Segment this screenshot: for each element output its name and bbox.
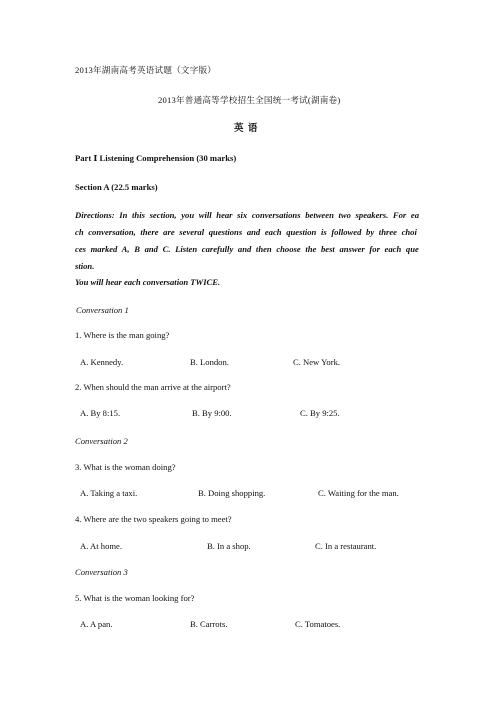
exam-title: 2013年普通高等学校招生全国统一考试(湖南卷) bbox=[158, 95, 341, 105]
document-title: 2013年湖南高考英语试题（文字版） bbox=[75, 65, 217, 75]
option-b[interactable]: B. Doing shopping. bbox=[198, 488, 266, 498]
question-text: 3. What is the woman doing? bbox=[75, 462, 176, 472]
option-b[interactable]: B. By 9:00. bbox=[192, 408, 232, 418]
option-c[interactable]: C. In a restaurant. bbox=[315, 541, 377, 551]
subject-title: 英 语 bbox=[234, 124, 259, 134]
option-a[interactable]: A. A pan. bbox=[80, 619, 113, 629]
question-text: 4. Where are the two speakers going to meet? bbox=[75, 514, 232, 524]
listen-twice-note: You will hear each conversation TWICE. bbox=[75, 277, 221, 287]
directions-line: ces marked A, B and C. Listen carefully and then choose the best answer for each que bbox=[75, 244, 419, 254]
option-b[interactable]: B. Carrots. bbox=[190, 619, 228, 629]
option-a[interactable]: A. By 8:15. bbox=[80, 408, 121, 418]
conversation-label: Conversation 3 bbox=[75, 567, 128, 577]
option-b[interactable]: B. London. bbox=[190, 357, 229, 367]
question-text: 1. Where is the man going? bbox=[75, 330, 170, 340]
conversation-label: Conversation 1 bbox=[76, 305, 129, 315]
conversation-label: Conversation 2 bbox=[75, 436, 128, 446]
option-a[interactable]: A. Taking a taxi. bbox=[80, 488, 138, 498]
directions-line: stion. bbox=[75, 261, 95, 271]
directions-line: ch conversation, there are several questions and each question is followed by three choi bbox=[75, 227, 417, 237]
option-b[interactable]: B. In a shop. bbox=[207, 541, 251, 551]
part-heading: Part Ⅰ Listening Comprehension (30 marks) bbox=[75, 153, 237, 163]
option-a[interactable]: A. At home. bbox=[80, 541, 123, 551]
option-c[interactable]: C. By 9:25. bbox=[300, 408, 340, 418]
question-text: 2. When should the man arrive at the airport? bbox=[75, 382, 231, 392]
directions bbox=[75, 207, 427, 275]
section-heading: Section A (22.5 marks) bbox=[75, 182, 158, 192]
option-c[interactable]: C. New York. bbox=[293, 357, 341, 367]
question-text: 5. What is the woman looking for? bbox=[75, 593, 195, 603]
option-a[interactable]: A. Kennedy. bbox=[80, 357, 124, 367]
option-c[interactable]: C. Tomatoes. bbox=[295, 619, 341, 629]
directions-line: Directions: In this section, you will hear six conversations between two speakers. For ea bbox=[75, 210, 420, 220]
option-c[interactable]: C. Waiting for the man. bbox=[318, 488, 399, 498]
